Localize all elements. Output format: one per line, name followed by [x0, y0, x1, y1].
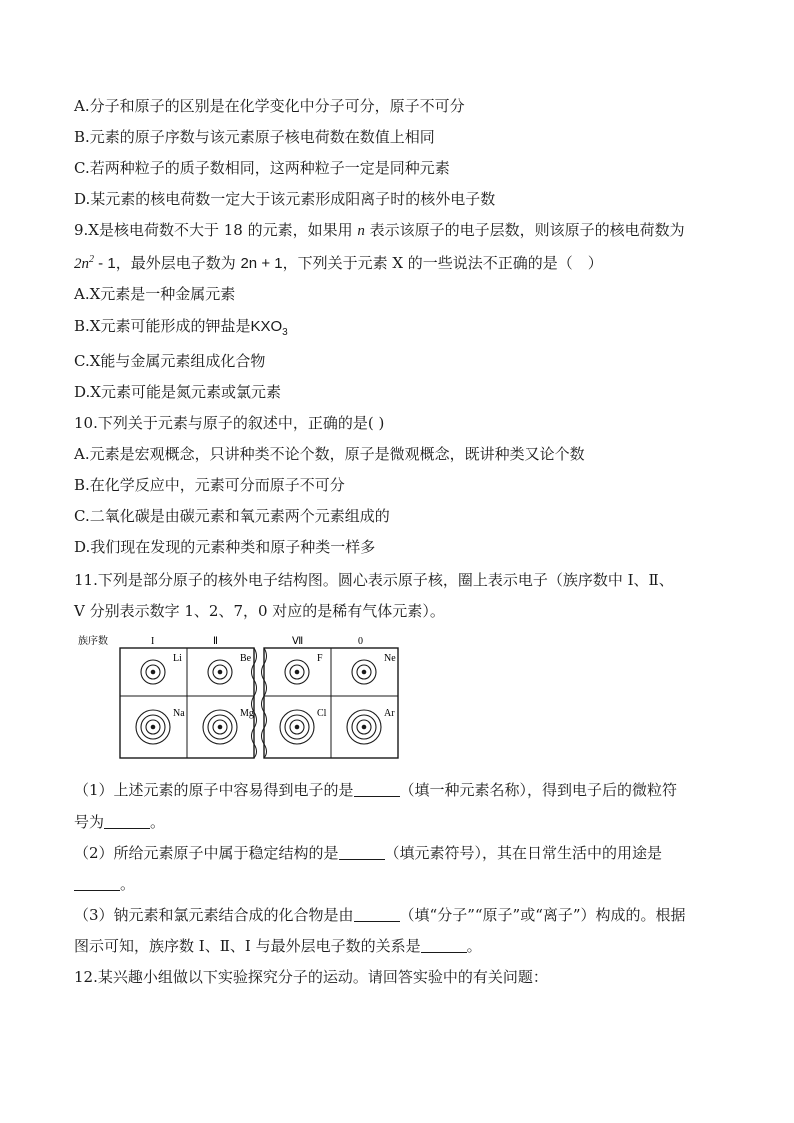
question-11-line1: 11.下列是部分原子的核外电子结构图。圆心表示原子核，圈上表示电子（族序数中 I、Ⅱ、: [74, 571, 674, 589]
option-9c: C.X能与金属元素组成化合物: [74, 352, 266, 370]
nucleus: [151, 670, 156, 675]
answer-blank[interactable]: [354, 782, 400, 797]
group-i: I: [151, 636, 155, 647]
answer-blank[interactable]: [354, 907, 400, 922]
option-8d: D.某元素的核电荷数一定大于该元素形成阳离子时的核外电子数: [74, 190, 496, 208]
question-11-line2: V 分别表示数字 1、2、7，0 对应的是稀有气体元素）。: [74, 602, 445, 620]
nucleus: [362, 670, 367, 675]
question-10: 10.下列关于元素与原子的叙述中，正确的是( ): [74, 414, 385, 432]
question-12: 12.某兴趣小组做以下实验探究分子的运动。请回答实验中的有关问题：: [74, 968, 548, 986]
element-symbol: Na: [173, 708, 185, 719]
answer-blank[interactable]: [74, 876, 120, 891]
element-symbol: Ar: [384, 708, 395, 719]
option-8c: C.若两种粒子的质子数相同，这两种粒子一定是同种元素: [74, 159, 450, 177]
sub-question-3-line1: （3）钠元素和氯元素结合成的化合物是由 （填“分子”“原子”或“离子”）构成的。根据: [74, 906, 686, 924]
option-10a: A.元素是宏观概念，只讲种类不论个数，原子是微观概念，既讲种类又论个数: [74, 445, 585, 463]
atom-structure-diagram: [78, 632, 408, 762]
sub-question-1-line2: 号为 。: [74, 813, 166, 831]
question-9-line2: $2n^2 - 1$，最外层电子数为 2n + 1，下列关于元素 X 的一些说法不正确的是（ ）: [74, 254, 603, 272]
nucleus: [218, 725, 223, 730]
option-10c: C.二氧化碳是由碳元素和氧元素两个元素组成的: [74, 507, 390, 525]
option-9d: D.X元素可能是氮元素或氯元素: [74, 383, 281, 401]
option-10b: B.在化学反应中，元素可分而原子不可分: [74, 476, 345, 494]
element-symbol: Cl: [317, 708, 327, 719]
option-8a: A.分子和原子的区别是在化学变化中分子可分，原子不可分: [74, 97, 465, 115]
question-9-line1: 9.X是核电荷数不大于 18 的元素，如果用 n 表示该原子的电子层数，则该原子的核电荷数为: [74, 221, 685, 239]
answer-blank[interactable]: [339, 845, 385, 860]
element-symbol: Li: [173, 653, 182, 664]
nucleus: [218, 670, 223, 675]
answer-blank[interactable]: [421, 938, 467, 953]
sub-question-2-line2: 。: [74, 874, 135, 894]
nucleus: [295, 670, 300, 675]
sub-question-2-line1: （2）所给元素原子中属于稳定结构的是 （填元素符号），其在日常生活中的用途是: [74, 844, 663, 862]
group-label: 族序数: [78, 636, 108, 647]
answer-blank[interactable]: [104, 814, 150, 829]
option-9a: A.X元素是一种金属元素: [74, 285, 236, 303]
nucleus: [362, 725, 367, 730]
sub-question-3-line2: 图示可知，族序数 I、Ⅱ、I 与最外层电子数的关系是 。: [74, 937, 482, 955]
group-0: 0: [358, 636, 363, 647]
sub-question-1-line1: （1）上述元素的原子中容易得到电子的是 （填一种元素名称），得到电子后的微粒符: [74, 781, 678, 799]
group-ii: Ⅱ: [213, 636, 218, 647]
option-9b: B.X元素可能形成的钾盐是$KXO_3$: [74, 317, 288, 338]
nucleus: [295, 725, 300, 730]
element-symbol: Be: [240, 653, 252, 664]
element-symbol: Ne: [384, 653, 396, 664]
option-10d: D.我们现在发现的元素种类和原子种类一样多: [74, 538, 376, 556]
element-symbol: Mg: [240, 708, 254, 719]
option-8b: B.元素的原子序数与该元素原子核电荷数在数值上相同: [74, 128, 435, 146]
element-symbol: F: [317, 653, 323, 664]
nucleus: [151, 725, 156, 730]
group-vii: Ⅶ: [292, 636, 304, 647]
